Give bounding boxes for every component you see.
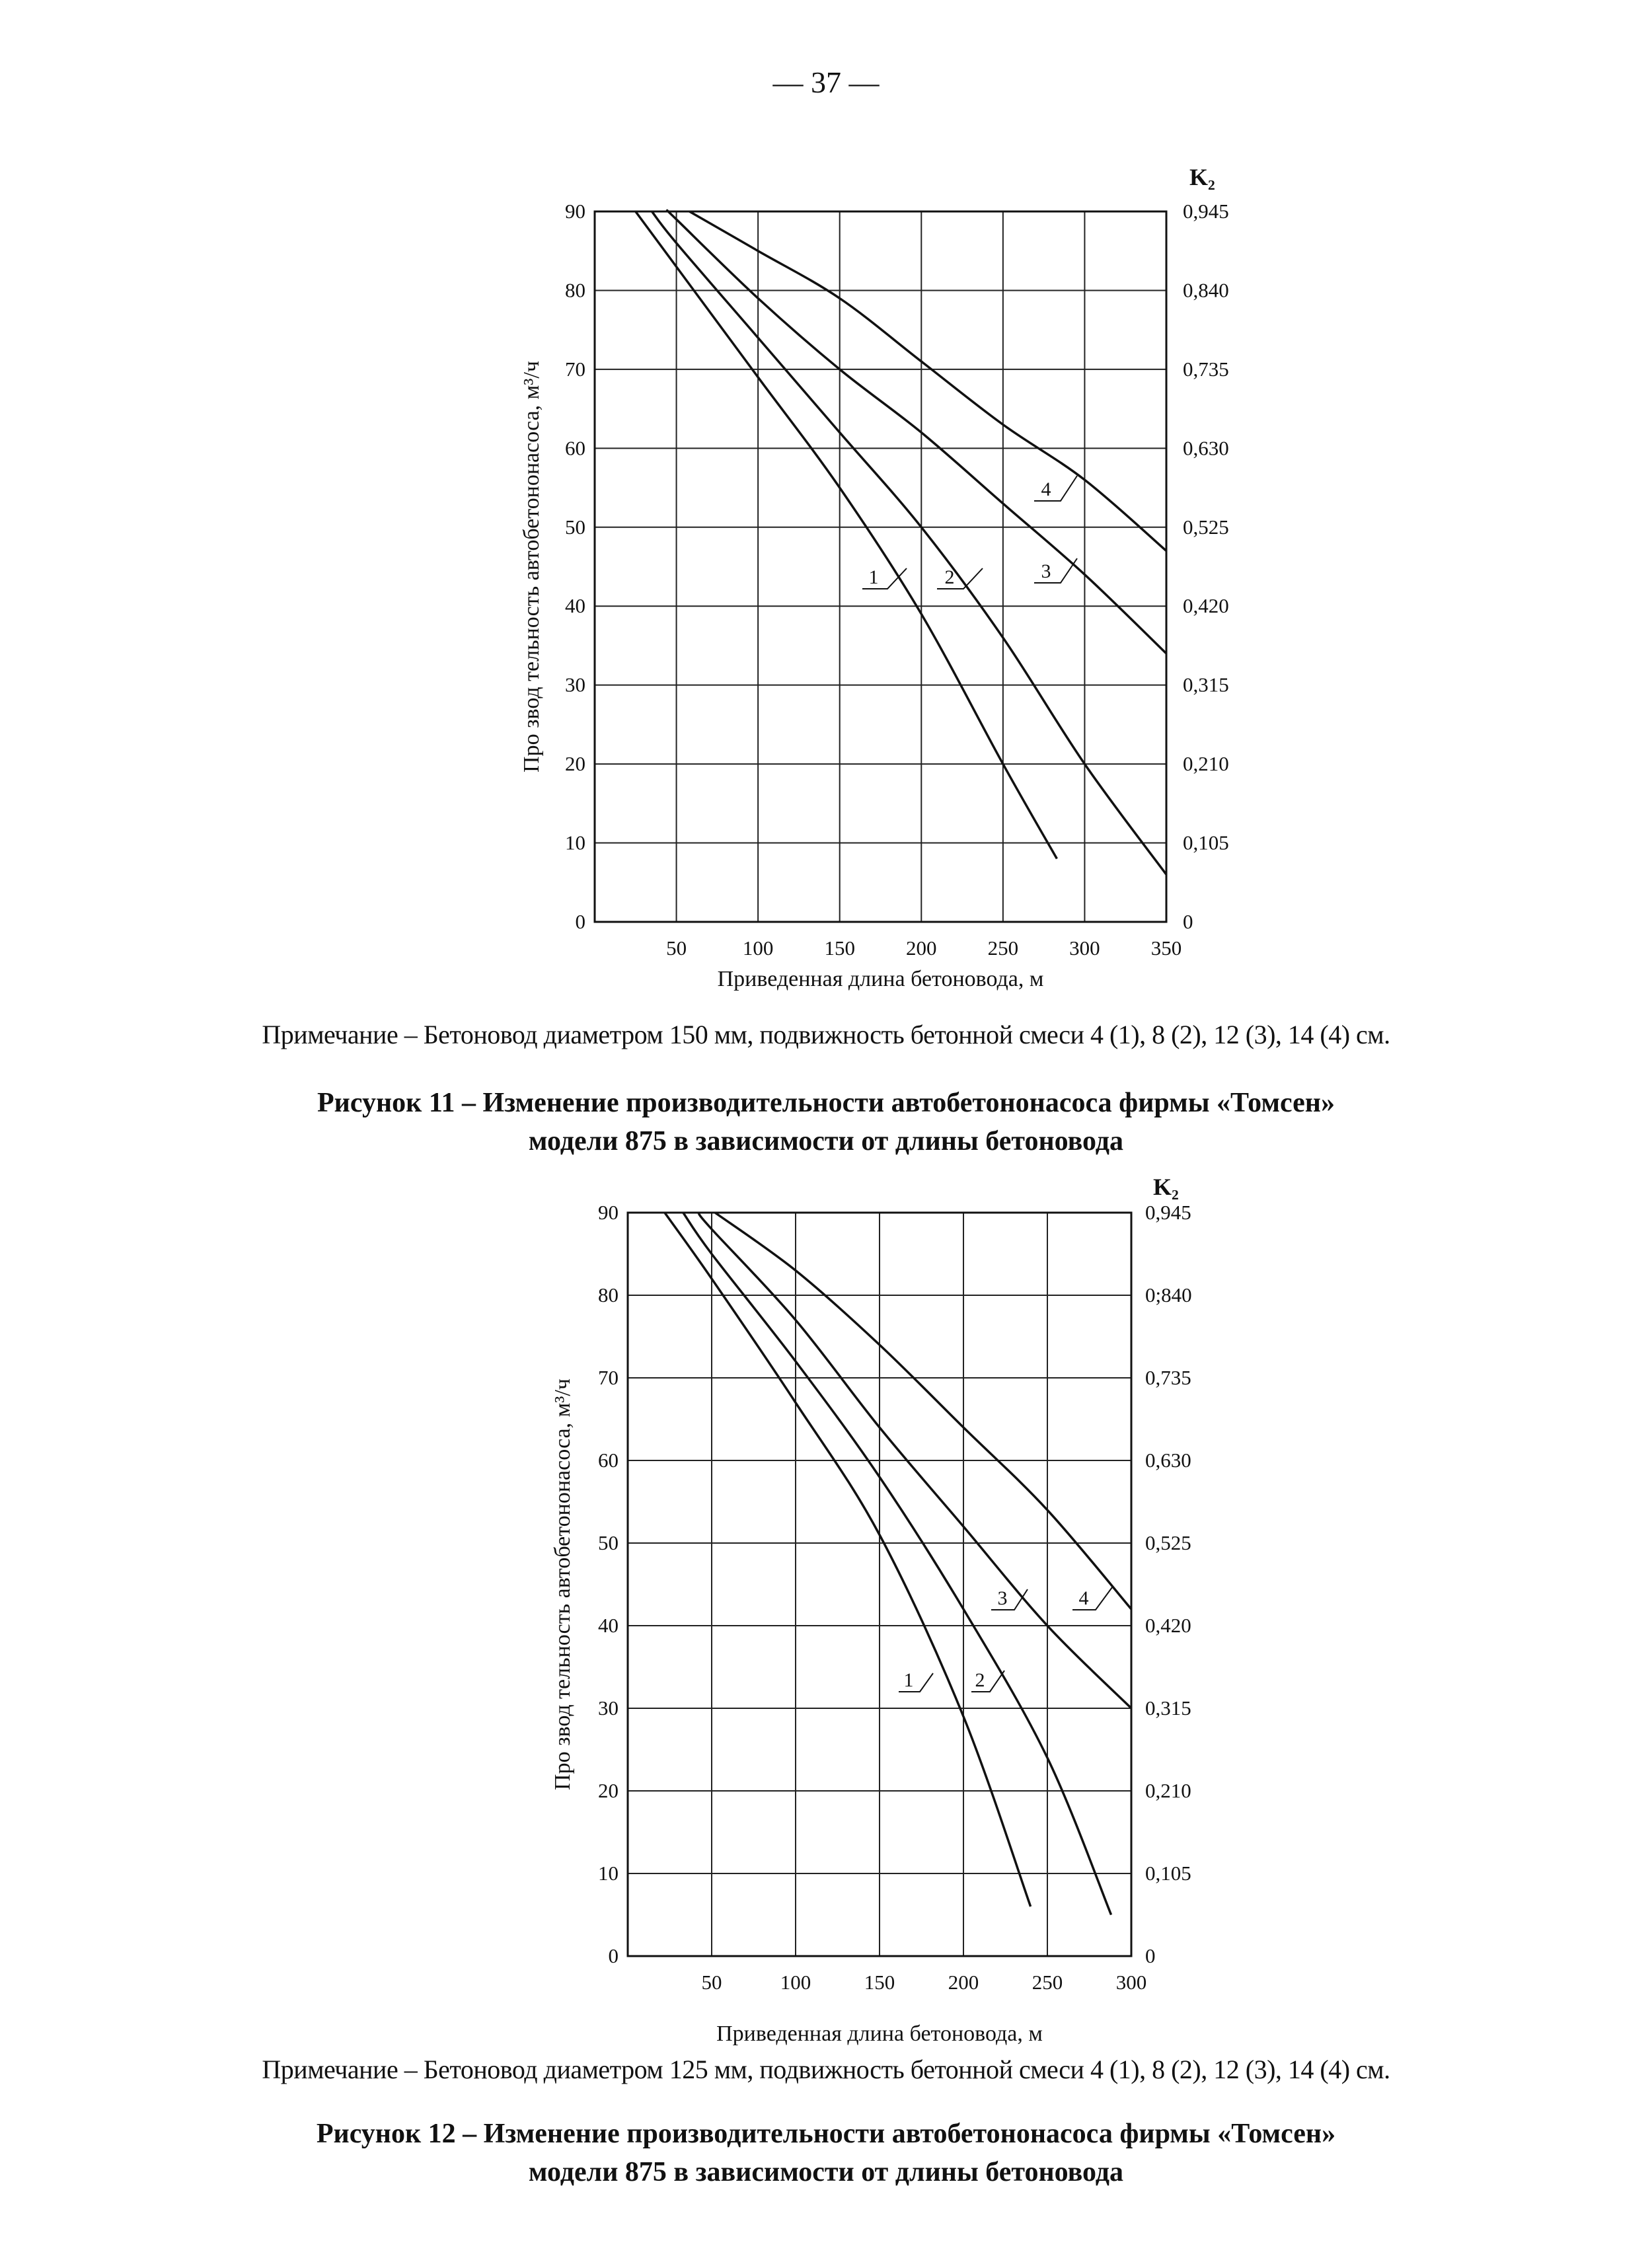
y-tick-label: 10 [598, 1862, 619, 1885]
y-tick-label: 10 [565, 831, 585, 854]
y2-tick-label: 0,105 [1145, 1862, 1191, 1885]
figure-11-caption-line2: модели 875 в зависимости от длины бетоновода [528, 1126, 1124, 1156]
y-tick-label: 80 [565, 278, 585, 302]
y2-tick-label: 0,315 [1145, 1696, 1191, 1720]
series-line-1 [636, 211, 1057, 858]
x-tick-label: 50 [701, 1971, 722, 1994]
y2-tick-label: 0 [1145, 1944, 1156, 1967]
x-tick-label: 100 [742, 936, 774, 960]
figure-11-caption-line1: Рисунок 11 – Изменение производительности автобетононасоса фирмы «Томсен» [317, 1088, 1335, 1118]
x-tick-label: 200 [948, 1971, 979, 1994]
y2-tick-label: 0,735 [1145, 1366, 1191, 1389]
annotation-label-2: 2 [975, 1669, 985, 1691]
y2-tick-label: 0,105 [1183, 831, 1229, 854]
figure-11-note: Примечание – Бетоновод диаметром 150 мм, подвижность бетонной смеси 4 (1), 8 (2), 12 (3), 14 (4) см. [262, 1020, 1390, 1049]
x-tick-label: 300 [1069, 936, 1100, 960]
y2-tick-label: 0,525 [1183, 515, 1229, 539]
y-tick-label: 50 [565, 515, 585, 539]
figure-12-note: Примечание – Бетоновод диаметром 125 мм, подвижность бетонной смеси 4 (1), 8 (2), 12 (3), 14 (4) см. [262, 2055, 1390, 2084]
y2-tick-label: 0,735 [1183, 357, 1229, 381]
page-number: — 37 — [772, 65, 880, 99]
x-tick-label: 250 [987, 936, 1019, 960]
y-axis-title: Про звод тельность автобетононасоса, м³/ч [550, 1379, 575, 1790]
x-tick-label: 300 [1115, 1971, 1147, 1994]
x-tick-label: 150 [864, 1971, 895, 1994]
annotation-label-4: 4 [1078, 1587, 1089, 1609]
y-tick-label: 30 [598, 1696, 619, 1720]
y2-tick-label: 0,525 [1145, 1531, 1191, 1554]
y2-tick-label: 0,630 [1183, 436, 1229, 460]
y2-tick-label: 0,315 [1183, 673, 1229, 697]
y-tick-label: 0 [608, 1944, 619, 1967]
y-axis-title: Про звод тельность автобетононасоса, м³/ч [519, 361, 544, 773]
figure-12-caption-line1: Рисунок 12 – Изменение производительности автобетононасоса фирмы «Томсен» [316, 2119, 1336, 2149]
x-axis-title: Приведенная длина бетоновода, м [717, 967, 1044, 991]
annotation-label-3: 3 [1041, 560, 1051, 582]
y2-tick-label: 0,420 [1145, 1614, 1191, 1637]
y-tick-label: 80 [598, 1283, 619, 1306]
y-tick-label: 70 [598, 1366, 619, 1389]
y-tick-label: 20 [598, 1779, 619, 1802]
figure-12-chart [0, 1163, 1652, 2052]
x-tick-label: 350 [1150, 936, 1182, 960]
y-tick-label: 0 [575, 910, 585, 933]
annotation-label-2: 2 [944, 566, 955, 588]
y2-tick-label: 0;840 [1145, 1283, 1192, 1306]
y-tick-label: 40 [598, 1614, 619, 1637]
y-tick-label: 60 [565, 436, 585, 460]
series-line-3 [667, 211, 1166, 654]
y2-axis-title: K₂ [1153, 1174, 1179, 1200]
plot-frame [595, 211, 1166, 922]
annotation-label-1: 1 [868, 566, 879, 588]
annotation-label-1: 1 [903, 1669, 914, 1691]
y2-tick-label: 0,210 [1145, 1779, 1191, 1802]
x-tick-label: 150 [824, 936, 855, 960]
annotation-leader-3 [991, 1589, 1028, 1610]
x-tick-label: 100 [780, 1971, 811, 1994]
y-tick-label: 60 [598, 1449, 619, 1472]
y2-tick-label: 0,420 [1183, 594, 1229, 618]
y-tick-label: 90 [565, 200, 585, 223]
y2-tick-label: 0,945 [1183, 200, 1229, 223]
y2-tick-label: 0,210 [1183, 752, 1229, 776]
y2-tick-label: 0,840 [1183, 278, 1229, 302]
x-axis-title: Приведенная длина бетоновода, м [716, 2022, 1043, 2046]
y2-tick-label: 0 [1183, 910, 1193, 933]
series-line-2 [652, 211, 1167, 874]
y-tick-label: 30 [565, 673, 585, 697]
x-tick-label: 250 [1032, 1971, 1063, 1994]
y2-axis-title: K₂ [1189, 164, 1215, 190]
y-tick-label: 70 [565, 357, 585, 381]
y2-tick-label: 0,945 [1145, 1201, 1191, 1224]
annotation-label-4: 4 [1041, 478, 1051, 500]
y-tick-label: 20 [565, 752, 585, 776]
figure-12-caption-line2: модели 875 в зависимости от длины бетоновода [528, 2157, 1124, 2187]
annotation-label-3: 3 [997, 1587, 1008, 1609]
y-tick-label: 90 [598, 1201, 619, 1224]
x-tick-label: 50 [666, 936, 687, 960]
series-line-4 [715, 1213, 1131, 1609]
figure-11-chart [0, 0, 1652, 1018]
y-tick-label: 40 [565, 594, 585, 618]
y2-tick-label: 0,630 [1145, 1449, 1191, 1472]
x-tick-label: 200 [906, 936, 937, 960]
y-tick-label: 50 [598, 1531, 619, 1554]
